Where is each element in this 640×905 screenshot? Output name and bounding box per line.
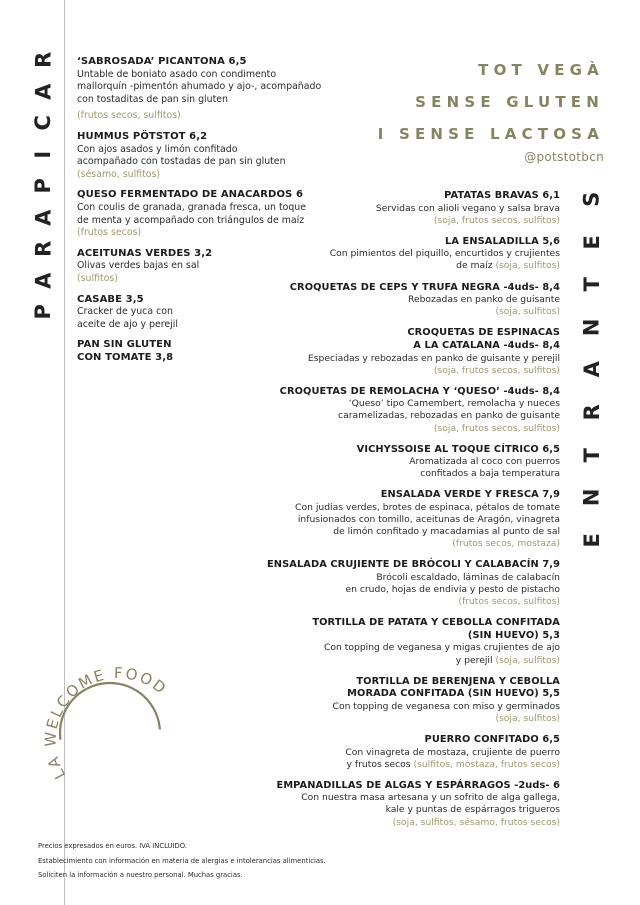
menu-item	[260, 617, 560, 666]
item-name: CASABE 3,5	[77, 293, 144, 305]
vertical-letter: I	[31, 150, 56, 159]
item-description: aceite de ajo y perejil	[77, 318, 178, 330]
vertical-letter: N	[579, 488, 604, 507]
vertical-letter: E	[579, 532, 604, 548]
item-description: confitados a baja temperatura	[420, 468, 560, 480]
menu-item	[260, 386, 560, 435]
welcome-logo-text: LA WELCOME FOOD	[41, 664, 171, 783]
item-name: ENSALADA CRUJIENTE DE BRÓCOLI Y CALABACÍN 7,9	[267, 559, 560, 571]
welcome-food-logo	[32, 655, 182, 805]
menu-item	[260, 780, 560, 829]
item-description: kale y puntas de espárragos trigueros	[385, 804, 560, 816]
item-name: ‘SABROSADA’ PICANTONA 6,5	[77, 56, 247, 67]
item-allergens: (frutos secos, mostaza)	[452, 538, 560, 550]
menu-item	[260, 676, 560, 725]
menu-item	[260, 734, 560, 771]
item-description-end: y frutos secos	[346, 758, 414, 770]
menu-item	[260, 559, 560, 608]
item-description: Especiadas y rebozadas en panko de guisante y perejil	[307, 352, 560, 364]
vertical-letter: A	[31, 209, 56, 226]
menu-item	[77, 131, 327, 181]
item-description: ‘Queso’ tipo Camembert, remolacha y nueces	[348, 398, 560, 410]
menu-item	[260, 282, 560, 319]
item-description: con tostaditas de pan sin gluten	[77, 93, 228, 105]
entrantes-title	[578, 178, 606, 561]
item-description: de menta y acompañado con triángulos de maíz	[77, 214, 305, 226]
item-description: en crudo, hojas de endivia y pesto de pistacho	[345, 584, 560, 596]
item-description: caramelizadas, rebozadas en panko de guisante	[338, 410, 560, 422]
item-description-tail	[260, 260, 560, 272]
item-name: TORTILLA DE BERENJENA Y CEBOLLA MORADA CONFITADA (SIN HUEVO) 5,5	[347, 675, 560, 700]
item-description: Rebozadas en panko de guisante	[407, 294, 560, 306]
footer-line: Precios expresados en euros. IVA INCLUIDO.	[38, 842, 187, 850]
vertical-letter: R	[579, 404, 604, 421]
item-description: Con pimientos del piquillo, encurtidos y crujientes	[329, 248, 560, 260]
vertical-letter: C	[31, 115, 56, 131]
vertical-letter: T	[579, 447, 604, 463]
item-description: Con coulis de granada, granada fresca, un toque	[77, 201, 307, 213]
item-name: TORTILLA DE PATATA Y CEBOLLA CONFITADA (SIN HUEVO) 5,3	[312, 617, 560, 641]
item-description: Untable de boniato asado con condimento	[77, 68, 277, 80]
item-description-tail	[260, 655, 560, 667]
item-description: de limón confitado y macadamias al punto de sal	[333, 526, 560, 538]
item-description: infusionados con tomillo, aceitunas de Aragón, vinagreta	[297, 514, 560, 526]
menu-item	[260, 236, 560, 273]
item-name: HUMMUS PÖTSTOT 6,2	[77, 130, 208, 142]
vertical-letter: P	[31, 304, 56, 320]
vertical-letter: R	[31, 240, 56, 257]
menu-item	[260, 327, 560, 376]
item-description: Aromatizada al coco con puerros	[409, 456, 560, 468]
vertical-letter: A	[31, 272, 56, 289]
item-name: ENSALADA VERDE Y FRESCA 7,9	[380, 489, 560, 501]
item-name: CROQUETAS DE ESPINACAS A LA CATALANA -4uds- 8,4	[407, 327, 560, 351]
item-allergens: (soja, frutos secos, sulfitos)	[433, 364, 560, 376]
item-description-tail	[260, 759, 560, 771]
footer-notes	[38, 839, 326, 883]
item-allergens: (frutos secos)	[77, 227, 142, 239]
item-allergens: (soja, sulfitos)	[495, 260, 560, 272]
item-name: EMPANADILLAS DE ALGAS Y ESPÁRRAGOS -2uds- 6	[276, 779, 560, 791]
diet-header	[378, 54, 604, 150]
item-allergens: (soja, sulfitos)	[495, 654, 560, 666]
header-line-3: I SENSE LACTOSA	[377, 125, 604, 143]
item-description: acompañado con tostadas de pan sin gluten	[77, 156, 286, 168]
header-line-2: SENSE GLUTEN	[415, 93, 604, 111]
svg-text:LA WELCOME FOOD	[41, 664, 170, 782]
item-allergens: (soja, sulfitos)	[495, 712, 560, 724]
item-allergens: (sulfitos)	[77, 272, 118, 284]
para-picar-title	[30, 44, 58, 328]
social-handle: @potstotbcn	[524, 150, 604, 164]
item-allergens: (frutos secos, sulfitos)	[77, 110, 181, 122]
item-description: Brócoli escaldado, láminas de calabacín	[376, 571, 560, 583]
menu-item	[77, 56, 327, 123]
item-description: Con judías verdes, brotes de espinaca, pétalos de tomate	[295, 501, 560, 513]
item-allergens: (frutos secos, sulfitos)	[458, 596, 560, 608]
vertical-letter: P	[31, 178, 56, 194]
header-line-1: TOT VEGÀ	[478, 61, 604, 79]
vertical-letter: T	[579, 277, 604, 292]
item-allergens: (sésamo, sulfitos)	[77, 168, 161, 180]
item-description: Cracker de yuca con	[77, 306, 173, 318]
vertical-letter: E	[579, 234, 604, 250]
item-allergens: (soja, sulfitos)	[495, 306, 560, 318]
item-description-end: de maíz	[456, 260, 496, 272]
vertical-letter: S	[579, 191, 604, 207]
item-allergens: (soja, frutos secos, sulfitos)	[433, 422, 560, 434]
item-description: Olivas verdes bajas en sal	[77, 260, 200, 272]
item-name: PUERRO CONFITADO 6,5	[424, 733, 560, 745]
item-name: VICHYSSOISE AL TOQUE CÍTRICO 6,5	[356, 443, 560, 455]
footer-line: Establecimiento con información en materia de alergias e intolerancias alimenticias.	[38, 856, 326, 865]
footer-line: Soliciten la información a nuestro personal. Muchas gracias.	[38, 871, 243, 879]
item-name: PATATAS BRAVAS 6,1	[444, 190, 560, 201]
item-description: Con ajos asados y limón confitado	[77, 143, 238, 155]
item-allergens: (sulfitos, mostaza, frutos secos)	[413, 758, 560, 770]
item-name: CROQUETAS DE CEPS Y TRUFA NEGRA -4uds- 8,4	[289, 281, 560, 293]
item-description: Servidas con alioli vegano y salsa brava	[375, 202, 560, 214]
item-description: mallorquín -pimentón ahumado y ajo-, acompañado	[77, 81, 322, 93]
item-name: PAN SIN GLUTEN CON TOMATE 3,8	[77, 339, 174, 363]
item-description: Con topping de veganesa con miso y germinados	[332, 700, 560, 712]
vertical-letter: N	[579, 318, 604, 336]
item-name: ACEITUNAS VERDES 3,2	[77, 247, 213, 259]
item-description: Con nuestra masa artesana y un sofrito de alga gallega,	[301, 792, 560, 804]
menu-item	[260, 190, 560, 227]
item-description-end: y perejil	[455, 654, 496, 666]
vertical-letter: A	[31, 83, 56, 100]
entrantes-list	[260, 190, 560, 838]
item-name: LA ENSALADILLA 5,6	[445, 235, 560, 247]
item-allergens: (soja, frutos secos, sulfitos)	[433, 214, 560, 226]
item-allergens: (soja, sulfitos, sésamo, frutos secos)	[392, 816, 560, 828]
item-name: QUESO FERMENTADO DE ANACARDOS 6	[77, 189, 304, 201]
vertical-letter: A	[579, 361, 604, 378]
vertical-letter: R	[31, 51, 56, 68]
item-description: Con vinagreta de mostaza, crujiente de puerro	[345, 746, 560, 758]
item-description: Con topping de veganesa y migas crujientes de ajo	[324, 642, 560, 654]
menu-item	[260, 489, 560, 550]
item-name: CROQUETAS DE REMOLACHA Y ‘QUESO’ -4uds- 8,4	[279, 385, 560, 397]
menu-item	[260, 444, 560, 481]
